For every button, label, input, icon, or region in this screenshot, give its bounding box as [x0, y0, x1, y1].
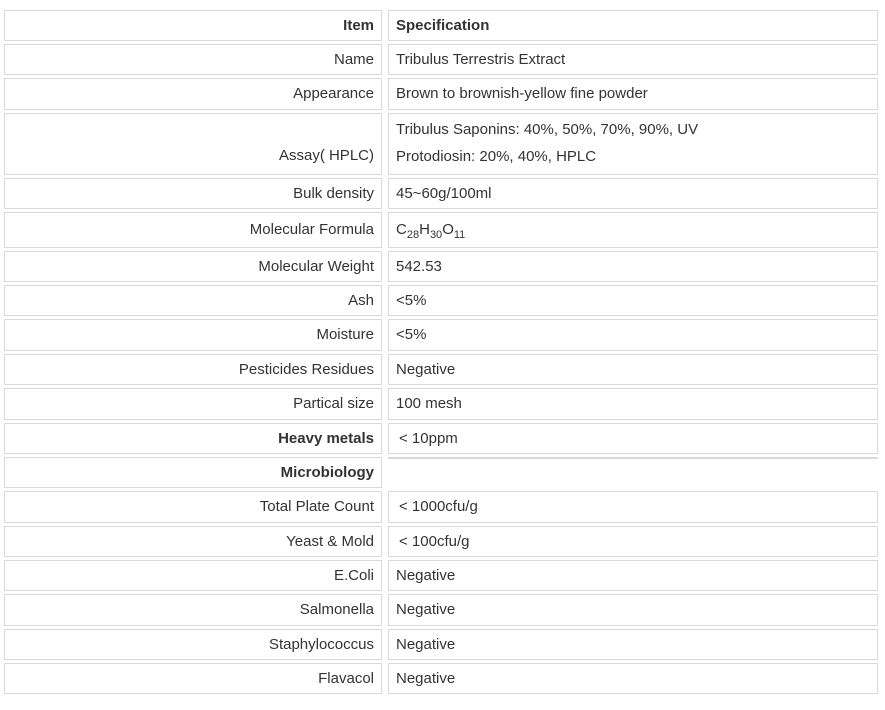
table-row [4, 526, 878, 557]
item-name: Name [4, 44, 382, 75]
table-row [4, 178, 878, 209]
table-row [4, 285, 878, 316]
table-row [4, 388, 878, 420]
item-name: Flavacol [4, 663, 382, 694]
spec-line: Protodiosin: 20%, 40%, HPLC [396, 147, 597, 165]
spec-value: <5% [388, 319, 878, 351]
table-row [4, 491, 878, 523]
spec-value: 45~60g/100ml [388, 178, 878, 209]
item-name: Molecular Formula [4, 212, 382, 248]
table-row [4, 113, 878, 175]
spec-value: < 10ppm [388, 423, 878, 454]
spec-value: Tribulus Terrestris Extract [388, 44, 878, 75]
spec-value: < 1000cfu/g [388, 491, 878, 523]
item-name: Heavy metals [4, 423, 382, 454]
item-name: Ash [4, 285, 382, 316]
table-row [4, 594, 878, 626]
spec-value [388, 212, 878, 248]
item-name: Microbiology [4, 457, 382, 488]
spec-line: Tribulus Saponins: 40%, 50%, 70%, 90%, UV [396, 120, 699, 138]
spec-value: <5% [388, 285, 878, 316]
table-row [4, 212, 878, 248]
spec-value: 542.53 [388, 251, 878, 282]
table-row [4, 78, 878, 110]
item-name: Salmonella [4, 594, 382, 626]
molecular-formula: $C_{28}H_{30}O_{11}$ [396, 221, 466, 241]
item-name [4, 113, 382, 175]
spec-value: Negative [388, 354, 878, 385]
item-name: Appearance [4, 78, 382, 110]
item-name: Moisture [4, 319, 382, 351]
item-name: Yeast & Mold [4, 526, 382, 557]
table-row [4, 354, 878, 385]
spec-value: Negative [388, 594, 878, 626]
spec-value: Brown to brownish-yellow fine powder [388, 78, 878, 110]
spec-value: < 100cfu/g [388, 526, 878, 557]
header-item: Item [4, 10, 382, 41]
table-row [4, 457, 878, 488]
item-name: Bulk density [4, 178, 382, 209]
item-label: Assay( HPLC) [278, 147, 374, 164]
spec-value [388, 457, 878, 488]
table-row [4, 423, 878, 454]
spec-value: Negative [388, 629, 878, 660]
spec-value [388, 113, 878, 175]
item-name: Partical size [4, 388, 382, 420]
table-row [4, 663, 878, 694]
item-name: Molecular Weight [4, 251, 382, 282]
item-name: Total Plate Count [4, 491, 382, 523]
table-row [4, 629, 878, 660]
item-name: Staphylococcus [4, 629, 382, 660]
header-specification: Specification [388, 10, 878, 41]
specification-table [4, 10, 878, 697]
table-row [4, 560, 878, 591]
spec-value: Negative [388, 663, 878, 694]
spec-value: Negative [388, 560, 878, 591]
item-name: Pesticides Residues [4, 354, 382, 385]
table-header-row [4, 10, 878, 41]
table-row [4, 44, 878, 75]
table-row [4, 251, 878, 282]
spec-value: 100 mesh [388, 388, 878, 420]
table-row [4, 319, 878, 351]
item-name: E.Coli [4, 560, 382, 591]
